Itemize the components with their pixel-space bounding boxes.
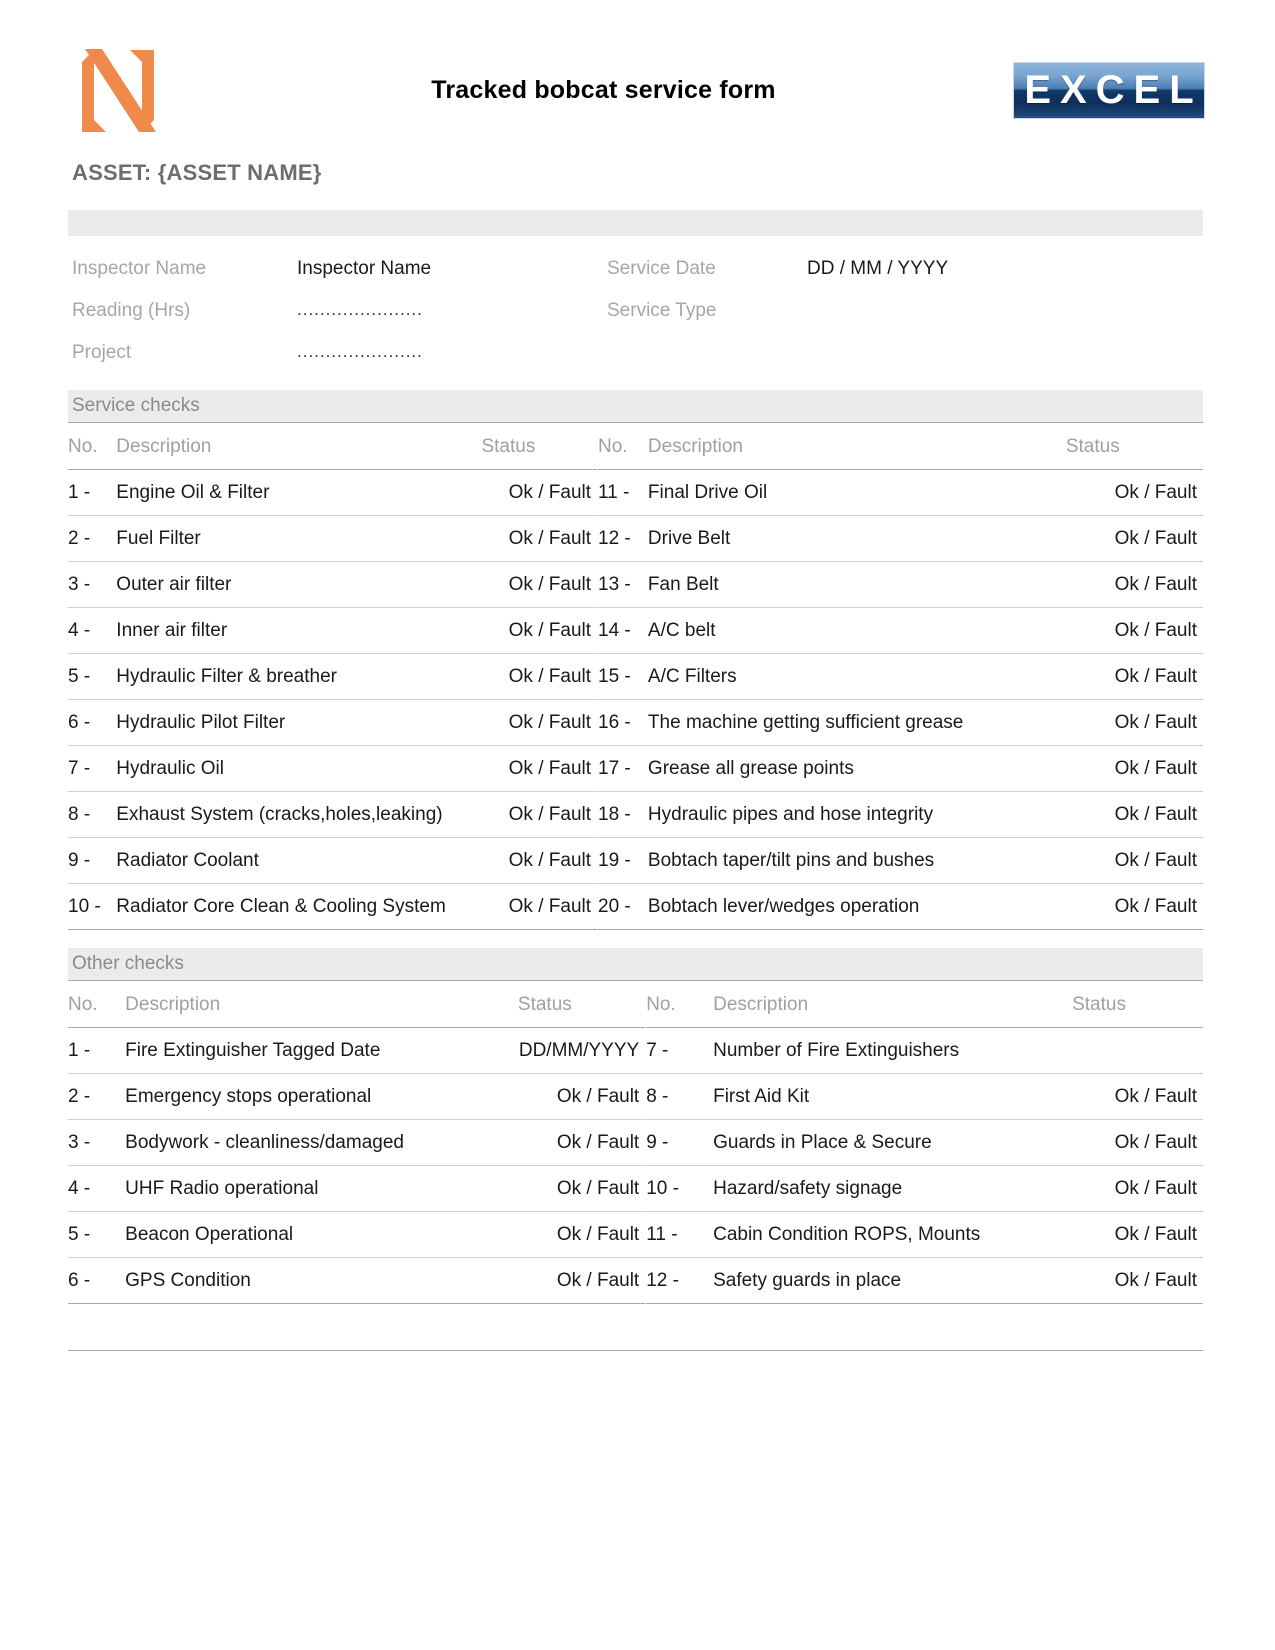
service-check-row-status[interactable]: Ok / Fault bbox=[1114, 803, 1197, 825]
table-row bbox=[68, 562, 1203, 608]
other-check-row-description: Bodywork - cleanliness/damaged bbox=[125, 1131, 404, 1153]
service-type-label: Service Type bbox=[607, 300, 717, 321]
other-checks-body bbox=[68, 1028, 1203, 1304]
project-label: Project bbox=[72, 342, 132, 363]
table-row bbox=[68, 1166, 1203, 1212]
service-check-row-status[interactable]: Ok / Fault bbox=[1114, 527, 1197, 549]
other-check-row-number: 12 - bbox=[646, 1269, 679, 1291]
service-check-row-number: 18 - bbox=[598, 803, 631, 825]
service-check-row-status[interactable]: Ok / Fault bbox=[481, 608, 597, 654]
service-check-row-description: Inner air filter bbox=[116, 619, 228, 641]
service-check-row-number: 8 - bbox=[68, 803, 91, 825]
other-check-row-status[interactable]: Ok / Fault bbox=[518, 1074, 646, 1120]
service-checks-body bbox=[68, 470, 1203, 930]
service-check-row-status[interactable]: Ok / Fault bbox=[481, 654, 597, 700]
service-checks-table bbox=[68, 423, 1203, 930]
service-checks-section-title: Service checks bbox=[72, 395, 200, 416]
other-check-row-description: First Aid Kit bbox=[713, 1085, 810, 1107]
table-row bbox=[68, 792, 1203, 838]
inspector-name-value[interactable]: Inspector Name bbox=[297, 258, 432, 279]
service-check-row-status[interactable]: Ok / Fault bbox=[1114, 711, 1197, 733]
oth-col-no-right: No. bbox=[646, 994, 676, 1015]
other-checks-table bbox=[68, 981, 1203, 1304]
spacer-before-service bbox=[0, 364, 1275, 390]
other-checks-header-row bbox=[68, 981, 1203, 1028]
service-check-row-description: Fuel Filter bbox=[116, 527, 201, 549]
service-checks-table-wrap bbox=[68, 422, 1203, 930]
service-check-row-description: Final Drive Oil bbox=[647, 481, 768, 503]
table-row bbox=[68, 746, 1203, 792]
service-check-row-status[interactable]: Ok / Fault bbox=[481, 470, 597, 516]
other-check-row-status[interactable]: Ok / Fault bbox=[1114, 1131, 1197, 1153]
other-check-row-description: Number of Fire Extinguishers bbox=[713, 1039, 960, 1061]
info-spacer-a bbox=[607, 342, 807, 364]
service-check-row-status[interactable]: Ok / Fault bbox=[1114, 481, 1197, 503]
service-check-row-status[interactable]: Ok / Fault bbox=[1114, 665, 1197, 687]
table-row bbox=[68, 884, 1203, 930]
service-checks-header-row bbox=[68, 423, 1203, 470]
table-row bbox=[68, 1028, 1203, 1074]
other-check-row-description: Guards in Place & Secure bbox=[713, 1131, 932, 1153]
other-check-row-description: Cabin Condition ROPS, Mounts bbox=[713, 1223, 981, 1245]
other-check-row-description: Emergency stops operational bbox=[125, 1085, 372, 1107]
service-check-row-description: Drive Belt bbox=[647, 527, 731, 549]
service-check-row-status[interactable]: Ok / Fault bbox=[1114, 573, 1197, 595]
inspection-info-grid bbox=[72, 258, 1203, 364]
other-check-row-number: 3 - bbox=[68, 1131, 91, 1153]
spacer-before-other bbox=[0, 930, 1275, 948]
other-checks-section-title: Other checks bbox=[72, 953, 184, 974]
other-check-row-status[interactable]: Ok / Fault bbox=[1114, 1085, 1197, 1107]
svc-col-status-left: Status bbox=[481, 423, 597, 470]
svc-col-desc-right: Description bbox=[647, 436, 743, 457]
service-check-row-number: 19 - bbox=[598, 849, 631, 871]
service-check-row-number: 1 - bbox=[68, 481, 91, 503]
service-checks-section-header bbox=[68, 390, 1203, 422]
svc-col-no-right: No. bbox=[598, 436, 628, 457]
other-check-row-number: 11 - bbox=[646, 1223, 678, 1245]
service-check-row-status[interactable]: Ok / Fault bbox=[1114, 619, 1197, 641]
service-check-row-description: Fan Belt bbox=[647, 573, 719, 595]
service-check-row-status[interactable]: Ok / Fault bbox=[481, 516, 597, 562]
asset-name-heading: ASSET: {ASSET NAME} bbox=[72, 160, 322, 185]
other-check-row-number: 8 - bbox=[646, 1085, 669, 1107]
other-checks-table-wrap bbox=[68, 980, 1203, 1304]
service-check-row-status[interactable]: Ok / Fault bbox=[1114, 849, 1197, 871]
inspector-name-label: Inspector Name bbox=[72, 258, 207, 279]
oth-col-status-right: Status bbox=[1072, 994, 1126, 1015]
service-check-row-status[interactable]: Ok / Fault bbox=[481, 746, 597, 792]
oth-col-status-left: Status bbox=[518, 981, 646, 1028]
service-check-row-number: 4 - bbox=[68, 619, 91, 641]
service-check-row-description: Grease all grease points bbox=[647, 757, 854, 779]
service-check-row-status[interactable]: Ok / Fault bbox=[481, 838, 597, 884]
service-check-row-description: Bobtach lever/wedges operation bbox=[647, 895, 920, 917]
table-row bbox=[68, 1258, 1203, 1304]
service-check-row-description: Radiator Coolant bbox=[116, 849, 259, 871]
other-check-row-number: 9 - bbox=[646, 1131, 669, 1153]
service-check-row-status[interactable]: Ok / Fault bbox=[1114, 895, 1197, 917]
excel-logo bbox=[1013, 62, 1205, 119]
service-check-row-description: Hydraulic Oil bbox=[116, 757, 224, 779]
service-date-value[interactable]: DD / MM / YYYY bbox=[807, 258, 949, 279]
service-check-row-number: 9 - bbox=[68, 849, 91, 871]
other-check-row-status[interactable]: Ok / Fault bbox=[518, 1120, 646, 1166]
page-title: Tracked bobcat service form bbox=[431, 75, 776, 104]
service-check-row-number: 10 - bbox=[68, 895, 101, 917]
service-check-row-number: 11 - bbox=[598, 481, 630, 503]
other-check-row-description: Safety guards in place bbox=[713, 1269, 902, 1291]
project-value[interactable]: ...................... bbox=[297, 342, 423, 361]
other-check-row-description: GPS Condition bbox=[125, 1269, 251, 1291]
service-check-row-number: 17 - bbox=[598, 757, 631, 779]
service-check-row-description: Bobtach taper/tilt pins and bushes bbox=[647, 849, 935, 871]
service-check-row-description: Engine Oil & Filter bbox=[116, 481, 270, 503]
service-date-label: Service Date bbox=[607, 258, 716, 279]
other-check-row-number: 6 - bbox=[68, 1269, 91, 1291]
reading-hrs-label: Reading (Hrs) bbox=[72, 300, 191, 321]
service-check-row-number: 15 - bbox=[598, 665, 631, 687]
service-check-row-status[interactable]: Ok / Fault bbox=[481, 562, 597, 608]
service-checks-head bbox=[68, 423, 1203, 470]
oth-col-no-left: No. bbox=[68, 994, 98, 1015]
service-check-row-description: Hydraulic pipes and hose integrity bbox=[647, 803, 934, 825]
other-check-row-number: 7 - bbox=[646, 1039, 669, 1061]
other-check-row-status[interactable]: Ok / Fault bbox=[1114, 1177, 1197, 1199]
footer-rule bbox=[68, 1350, 1203, 1351]
service-check-row-status[interactable]: Ok / Fault bbox=[481, 700, 597, 746]
table-row bbox=[68, 1120, 1203, 1166]
other-check-row-status[interactable]: Ok / Fault bbox=[518, 1212, 646, 1258]
other-check-row-number: 2 - bbox=[68, 1085, 91, 1107]
reading-hrs-value[interactable]: ...................... bbox=[297, 300, 423, 319]
other-check-row-number: 5 - bbox=[68, 1223, 91, 1245]
table-row bbox=[68, 1074, 1203, 1120]
other-check-row-number: 10 - bbox=[646, 1177, 679, 1199]
other-check-row-status[interactable]: Ok / Fault bbox=[518, 1258, 646, 1304]
service-check-row-status[interactable]: Ok / Fault bbox=[1114, 757, 1197, 779]
service-check-row-number: 6 - bbox=[68, 711, 91, 733]
svc-col-status-right: Status bbox=[1065, 436, 1120, 457]
table-row bbox=[68, 654, 1203, 700]
table-row bbox=[68, 1212, 1203, 1258]
service-check-row-number: 3 - bbox=[68, 573, 91, 595]
service-check-row-number: 13 - bbox=[598, 573, 631, 595]
other-check-row-status[interactable]: Ok / Fault bbox=[1114, 1269, 1197, 1291]
service-check-row-description: A/C Filters bbox=[647, 665, 737, 687]
info-spacer-b bbox=[807, 342, 1067, 364]
table-row bbox=[68, 608, 1203, 654]
service-check-row-description: Hydraulic Filter & breather bbox=[116, 665, 337, 687]
service-check-row-number: 20 - bbox=[598, 895, 631, 917]
table-row bbox=[68, 470, 1203, 516]
service-check-row-description: The machine getting sufficient grease bbox=[647, 711, 964, 733]
service-check-row-description: Exhaust System (cracks,holes,leaking) bbox=[116, 803, 443, 825]
table-row bbox=[68, 516, 1203, 562]
service-check-row-description: Hydraulic Pilot Filter bbox=[116, 711, 286, 733]
service-check-row-number: 14 - bbox=[598, 619, 631, 641]
service-check-row-description: Radiator Core Clean & Cooling System bbox=[116, 895, 446, 917]
other-check-row-status[interactable]: DD/MM/YYYY bbox=[518, 1028, 646, 1074]
svc-col-desc-left: Description bbox=[116, 436, 212, 457]
service-check-row-status[interactable]: Ok / Fault bbox=[481, 792, 597, 838]
service-type-value[interactable] bbox=[807, 300, 1067, 322]
service-check-row-status[interactable]: Ok / Fault bbox=[481, 884, 597, 930]
service-check-row-number: 7 - bbox=[68, 757, 91, 779]
company-n-logo bbox=[72, 44, 164, 136]
service-check-row-number: 2 - bbox=[68, 527, 91, 549]
service-check-row-number: 5 - bbox=[68, 665, 91, 687]
page-header bbox=[0, 0, 1275, 140]
other-check-row-status[interactable] bbox=[1072, 1028, 1203, 1074]
table-row bbox=[68, 838, 1203, 884]
table-row bbox=[68, 700, 1203, 746]
other-checks-section-header bbox=[68, 948, 1203, 980]
other-check-row-number: 1 - bbox=[68, 1039, 91, 1061]
other-check-row-description: Fire Extinguisher Tagged Date bbox=[125, 1039, 381, 1061]
other-check-row-description: UHF Radio operational bbox=[125, 1177, 319, 1199]
svc-col-no-left: No. bbox=[68, 436, 98, 457]
oth-col-desc-left: Description bbox=[125, 994, 221, 1015]
info-band bbox=[68, 210, 1203, 236]
other-check-row-description: Hazard/safety signage bbox=[713, 1177, 903, 1199]
excel-logo-text: EXCEL bbox=[1024, 68, 1203, 112]
other-check-row-description: Beacon Operational bbox=[125, 1223, 294, 1245]
service-check-row-number: 12 - bbox=[598, 527, 631, 549]
other-check-row-number: 4 - bbox=[68, 1177, 91, 1199]
service-check-row-description: A/C belt bbox=[647, 619, 716, 641]
other-checks-head bbox=[68, 981, 1203, 1028]
other-check-row-status[interactable]: Ok / Fault bbox=[518, 1166, 646, 1212]
other-check-row-status[interactable]: Ok / Fault bbox=[1114, 1223, 1197, 1245]
service-check-row-description: Outer air filter bbox=[116, 573, 232, 595]
oth-col-desc-right: Description bbox=[713, 994, 809, 1015]
service-check-row-number: 16 - bbox=[598, 711, 631, 733]
